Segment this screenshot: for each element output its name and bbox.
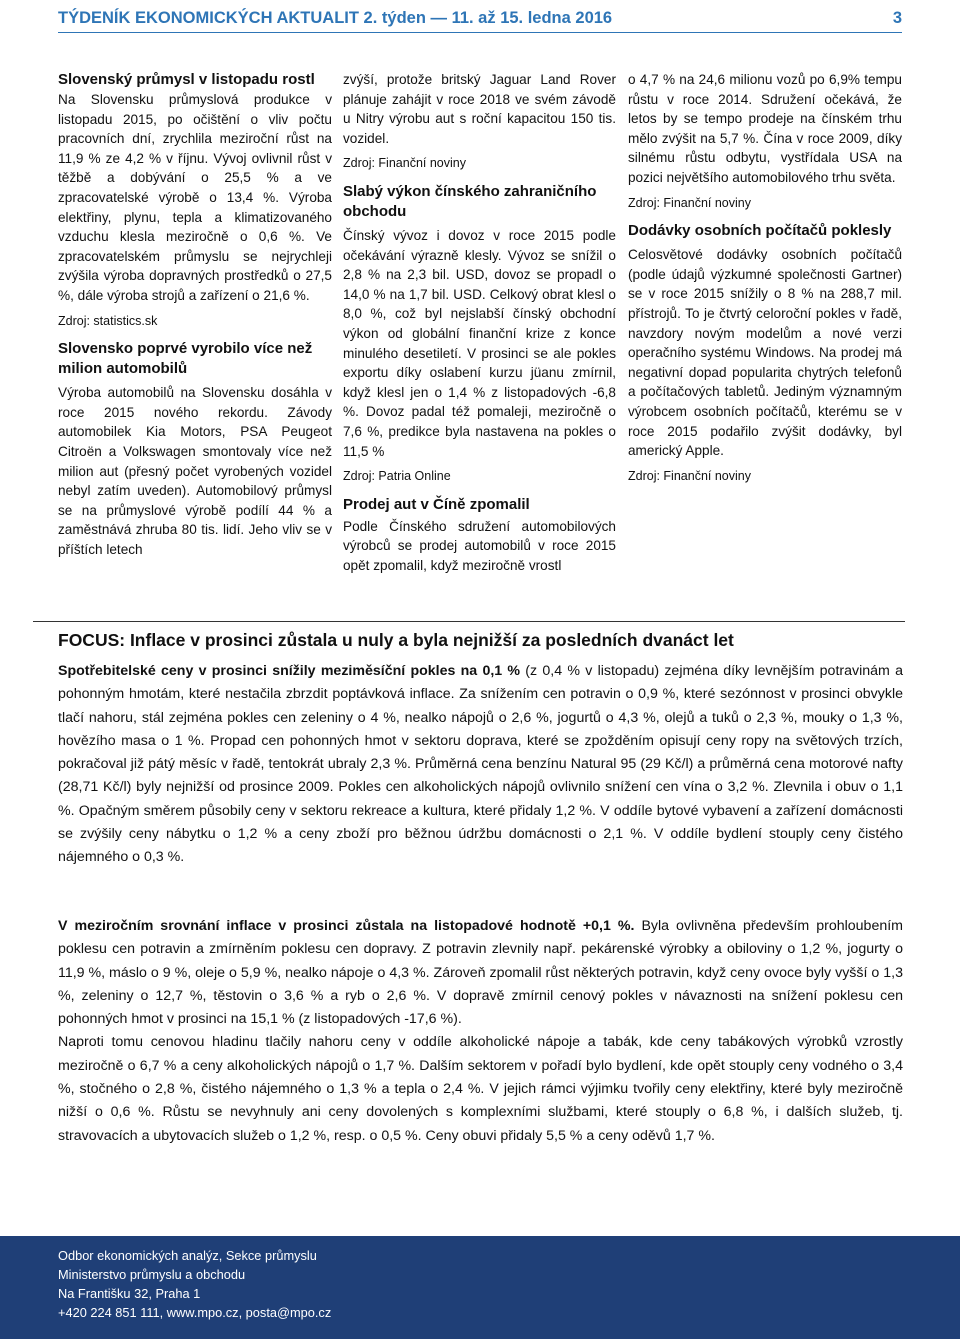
article-text: Výroba automobilů na Slovensku dosáhla v roce 2015 nového rekordu. Závody automobilek Kia Motors, PSA Peugeot Citroën a Volkswagen smontovaly více než milion aut (přesný počet vyrobených vozidel nebyl zatím uveden). Automobilový průmysl se na průmyslové výrobě podílí 44 % a zaměstnává zhruba 80 tis. lidí. Jeho vliv se v příštích letech xyxy=(58,385,332,557)
article-text: Čínský vývoz i dovoz v roce 2015 podle očekávání výrazně klesly. Vývoz se snížil o 2,8 % na 2,3 bil. USD, dovoz se propadl o 14,0 % na 1,7 bil. USD. Celkový obrat klesl o 8,0 %, což byl nejslabší čínský obchodní výkon od globální finanční krize z konce minulého desetiletí. V prosinci se ale pokles exportu díky oslabení kurzu jüanu zmírnil, když klesl jen o 1,4 % z listopadových -6,8 %. Dovoz padal též pomaleji, meziročně o 7,6 %, predikce byla nastavena na pokles o 11,5 % xyxy=(343,227,616,459)
focus-text: Naproti tomu cenovou hladinu tlačily nahoru ceny v oddíle alkoholické nápoje a tabák, kde ceny tabákových výrobků vzrostly meziročně o 6,7 % a ceny alkoholických nápojů o 1,7 %. Dalším sektorem v pořadí bylo bydlení, kde opět stouply ceny vodného o 3,4 %, stočného o 2,8 %, čistého nájemného o 1,3 % a tepla o 2,4 %. V jejich rámci výjimku tvořily ceny elektřiny, které byly meziročně nižší o 0,6 %. Růstu se nevyhnuly ani ceny dovolených s komplexními službami, které stouply o 6,8 %, i dalších služeb, tj. stravovacích a ubytovacích služeb o 1,2 %, resp. o 0,5 %. Ceny obuvi přidaly 5,5 % a ceny oděvů 1,7 %. xyxy=(58,1034,903,1144)
focus-paragraph-2 xyxy=(58,915,903,1148)
page-header xyxy=(58,5,902,33)
column-3 xyxy=(628,70,902,494)
article-source: Zdroj: statistics.sk xyxy=(58,313,158,328)
article-heading: Slovensko poprvé vyrobilo více než milion automobilů xyxy=(58,340,313,378)
header-title: TÝDENÍK EKONOMICKÝCH AKTUALIT 2. týden — 11. až 15. ledna 2016 xyxy=(58,9,613,27)
article-heading: Slabý výkon čínského zahraničního obchodu xyxy=(343,182,597,220)
footer-ministry: Ministerstvo průmyslu a obchodu xyxy=(58,1267,246,1282)
section-divider xyxy=(33,621,905,622)
article-text: o 4,7 % na 24,6 milionu vozů po 6,9% tempu růstu v roce 2014. Sdružení očekává, že letos by se tempo prodeje na čínském trhu mělo zvýšit na 5,7 %. Čína v roce 2009, díky silnému růstu odbytu, vystřídala USA na pozici největšího automobilového trhu světa. xyxy=(628,72,902,185)
article-source: Zdroj: Finanční noviny xyxy=(628,195,751,210)
focus-text: (z 0,4 % v listopadu) zejména díky levnějším potravinám a pohonným hmotám, které nestačila zbrzdit poptávková inflace. Za snížením cen potravin o 0,9 %, které sezónnost v prosinci obvykle tlačí nahoru, stál zejména pokles cen zeleniny o 4 %, nealko nápojů o 2,6 %, jogurtů o 4,3 %, olejů a tuků o 2,3 %, mouky o 1,3 %, hovězího masa o 1 %. Propad cen pohonných hmot v sektoru doprava, které se zpožděním opisují ceny ropy na světových trzích, pokračoval již pátý měsíc v řadě, tentokrát ubraly 2,3 %. Průměrná cena benzínu Natural 95 (29 Kč/l) a průměrná cena motorové nafty (28,71 Kč/l) byly nejnižší od prosince 2009. Pokles cen alkoholických nápojů ovlivnilo snížení cen vína o 3,2 %. Zlevnila i obuv o 1,1 %. Opačným směrem působily ceny v sektoru rekreace a kultura, které přidaly 1,2 %. V oddíle bytové vybavení a zařízení domácnosti se zvýšily ceny nábytku o 1,2 % a ceny zboží pro běžnou údržbu domácnosti o 2,1 %. V oddíle bydlení stouply ceny čistého nájemného o 0,3 %. xyxy=(58,663,903,866)
focus-paragraph-1 xyxy=(58,660,903,870)
article-heading: Dodávky osobních počítačů poklesly xyxy=(628,222,892,240)
page-number: 3 xyxy=(892,9,902,27)
focus-text: Byla ovlivněna především prohloubením poklesu cen potravin a zmírněním poklesu cen dopravy. Z potravin zlevnily např. pekárenské výrobky a obiloviny o 1,2 %, jogurty o 11,9 %, máslo o 9 %, oleje o 5,9 %, nealko nápoje o 4,3 %. Zároveň zpomalil růst některých potravin, když ceny ovoce byly vyšší o 1,3 %, zeleniny o 12,7 %, těstovin o 3,6 % a ryb o 2,6 %. V dopravě zmírnil cenový pokles v návaznosti na snížení poklesu cen pohonných hmot v prosinci na 15,1 % (z listopadových -17,6 %). xyxy=(58,918,903,1028)
article-text: Celosvětové dodávky osobních počítačů (podle údajů výzkumné společnosti Gartner) se v roce 2015 snížily o 8 % na 288,7 mil. přístrojů. To je čtvrtý celoroční pokles v řadě, navzdory novým modelům a nové verzi operačního systému Windows. Na prodej má negativní dopad popularita chytrých telefonů a počítačových tabletů. Jediným významným výrobcem osobních počítačů, kterému se v roce 2015 podařilo zvýšit dodávky, byl americký Apple. xyxy=(628,247,902,459)
footer-address: Na Františku 32, Praha 1 xyxy=(58,1286,201,1301)
focus-lead-bold: Spotřebitelské ceny v prosinci snížily meziměsíční pokles na 0,1 % xyxy=(58,663,521,679)
article-source: Zdroj: Patria Online xyxy=(343,469,451,484)
article-text: zvýší, protože britský Jaguar Land Rover plánuje zahájit v roce 2018 ve svém závodě u Nitry výrobu aut s roční kapacitou 150 tis. vozidel. xyxy=(343,72,616,146)
article-heading: Prodej aut v Číně zpomalil xyxy=(343,495,530,513)
column-1 xyxy=(58,70,332,559)
footer-contact: +420 224 851 111, www.mpo.cz, posta@mpo.cz xyxy=(58,1305,332,1320)
article-text: Podle Čínského sdružení automobilových výrobců se prodej automobilů v roce 2015 opět zpomalil, když meziročně vrostl xyxy=(343,518,616,573)
column-2 xyxy=(343,70,616,575)
article-source: Zdroj: Finanční noviny xyxy=(628,468,751,483)
focus-title: FOCUS: Inflace v prosinci zůstala u nuly a byla nejnižší za posledních dvanáct let xyxy=(58,630,734,650)
article-text: Na Slovensku průmyslová produkce v listopadu 2015, po očištění o vliv počtu pracovních dní, zrychlila meziroční růst na 11,9 % ze 4,2 % v říjnu. Vývoj ovlivnil růst v těžbě a dobývání o 25,5 % a ve zpracovatelské výrobě o 13,4 %. Výroba elektřiny, plynu, tepla a klimatizovaného vzduchu klesla meziročně o 0,6 %. Ve zpracovatelském průmyslu se nejrychleji zvýšila výroba dopravných prostředků o 27,5 %, dále výroba strojů a zařízení o 21,6 %. xyxy=(58,92,332,303)
footer xyxy=(58,1246,331,1322)
article-heading: Slovenský průmysl v listopadu rostl xyxy=(58,71,315,88)
footer-department: Odbor ekonomických analýz, Sekce průmyslu xyxy=(58,1248,317,1263)
article-source: Zdroj: Finanční noviny xyxy=(343,156,466,171)
focus-lead-bold: V meziročním srovnání inflace v prosinci zůstala na listopadové hodnotě +0,1 %. xyxy=(58,918,635,934)
